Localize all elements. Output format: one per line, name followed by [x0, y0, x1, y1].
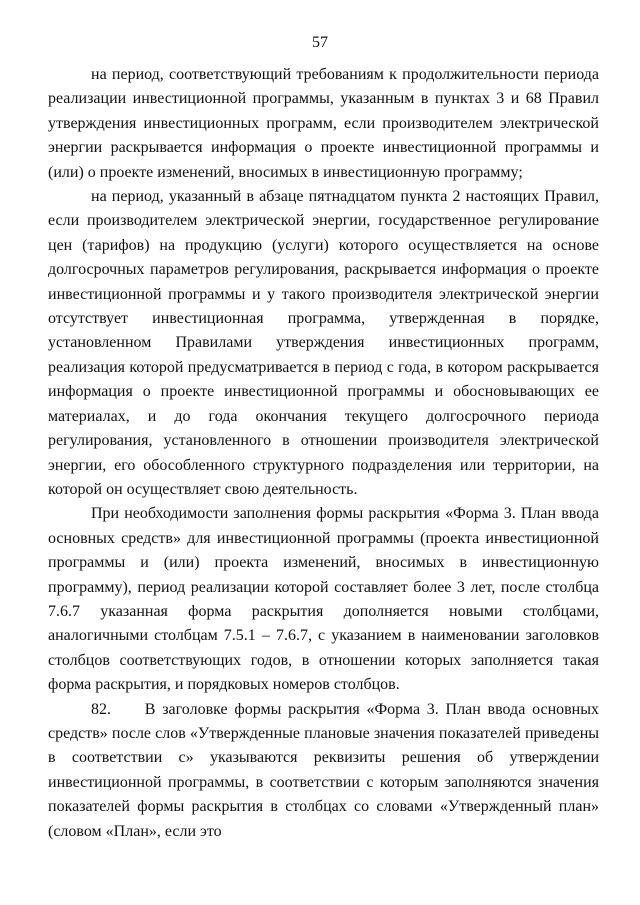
paragraph-form-3-additional-columns: При необходимости заполнения формы раскрытия «Форма 3. План ввода основных средств» для инвестиционной программы (проекта инвестиционной программы и (или) проекта изменений, вносимых в инвестиционную программу), период реализации которой составляет более 3 лет, после столбца 7.6.7 указанная форма раскрытия дополняется новыми столбцами, аналогичными столбцам 7.5.1 – 7.6.7, с указанием в наименовании заголовков столбцов соответствующих годов, в отношении которых заполняется такая форма раскрытия, и порядковых номеров столбцов.	[48, 505, 599, 694]
page-number: 57	[312, 34, 328, 51]
paragraph-item-82: 82. В заголовке формы раскрытия «Форма 3. План ввода основных средств» после слов «Утвержденные плановые значения показателей приведены в соответствии с» указываются реквизиты решения об утверждении инвестиционной программы, в соответствии с которым заполняются значения показателей формы раскрытия в столбцах со словами «Утвержденный план» (словом «План», если это	[48, 700, 603, 840]
document-body	[48, 63, 603, 844]
paragraph-period-requirements: на период, соответствующий требованиям к продолжительности периода реализации инвестиционной программы, указанным в пунктах 3 и 68 Правил утверждения инвестиционных программ, если производителем электрической энергии раскрывается информация о проекте инвестиционной программы и (или) о проекте изменений, вносимых в инвестиционную программу;	[48, 66, 599, 181]
paragraph-period-fifteenth-abzac: на период, указанный в абзаце пятнадцатом пункта 2 настоящих Правил, если производителем электрической энергии, государственное регулирование цен (тарифов) на продукцию (услуги) которого осуществляется на основе долгосрочных параметров регулирования, раскрывается информация о проекте инвестиционной программы и у такого производителя электрической энергии отсутствует инвестиционная программа, утвержденная в порядке, установленном Правилами утверждения инвестиционных программ, реализация которой предусматривается в период с года, в котором раскрывается информация о проекте инвестиционной программы и обосновывающих ее материалах, и до года окончания текущего долгосрочного периода регулирования, установленного в отношении производителя электрической энергии, его обособленного структурного подразделения или территории, на которой он осуществляет свою деятельность.	[48, 188, 599, 498]
